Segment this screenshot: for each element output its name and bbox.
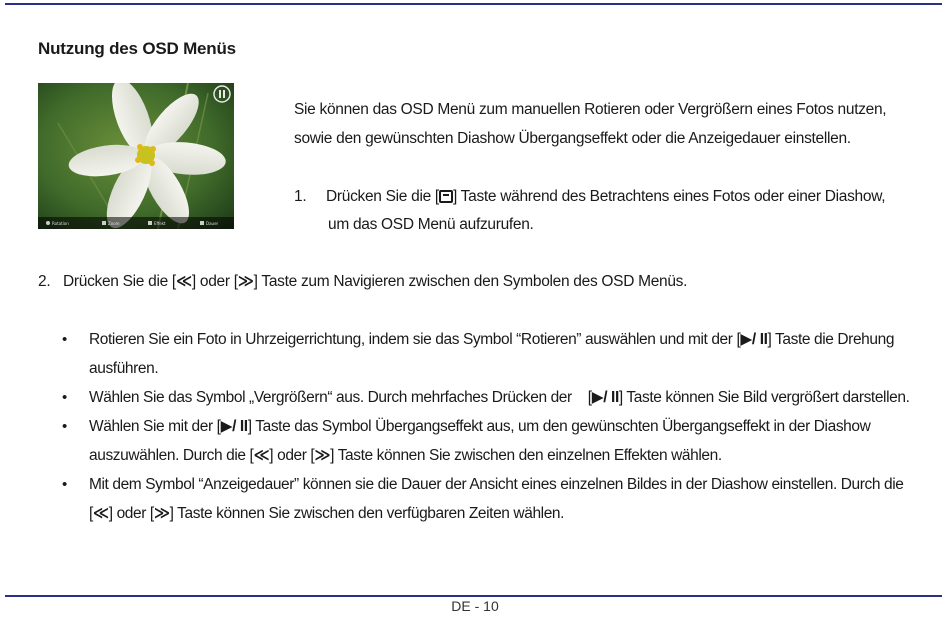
bullet-effect <box>62 412 932 470</box>
next-key-icon: ≫ <box>237 273 254 290</box>
osd-label-rotation: Rotation <box>52 221 69 226</box>
bullet-duration <box>62 470 932 528</box>
step-1-number: 1. <box>294 188 307 205</box>
bullet-effect-text-a: Wählen Sie mit der [ <box>89 418 221 435</box>
bullet-zoom-text-c: ] Taste können Sie Bild vergrößert darstellen. <box>618 389 910 406</box>
step-1-text-b: ] Taste während des Betrachtens eines Fotos oder einer Diashow, <box>452 188 886 205</box>
bullet-rotate-text-c: ausführen. <box>89 360 159 377</box>
effect-icon <box>148 221 152 225</box>
bullet-rotate <box>62 325 932 383</box>
intro-line-1: Sie können das OSD Menü zum manuellen Rotieren oder Vergrößern eines Fotos nutzen, <box>294 101 887 118</box>
step-2 <box>38 268 918 296</box>
step-2-number: 2. <box>38 273 51 290</box>
bullet-zoom <box>62 383 932 412</box>
bullet-list <box>62 325 932 528</box>
flower-photo <box>38 83 234 229</box>
bullet-duration-text-d: ] Taste können Sie zwischen den verfügbaren Zeiten wählen. <box>169 505 565 522</box>
zoom-icon <box>102 221 106 225</box>
step-2-text-a: Drücken Sie die [ <box>63 273 176 290</box>
step-2-text-b: ] oder [ <box>191 273 238 290</box>
osd-label-effect: Effekt <box>154 221 166 226</box>
bullet-duration-text-b: [ <box>89 505 93 522</box>
next-key-icon: ≫ <box>314 447 331 464</box>
top-rule <box>5 3 942 5</box>
osd-label-duration: Dauer <box>206 221 219 226</box>
bullet-effect-text-e: ] Taste können Sie zwischen den einzelnen Effekten wählen. <box>330 447 722 464</box>
bullet-rotate-text-a: Rotieren Sie ein Foto in Uhrzeigerrichtung, indem sie das Symbol “Rotieren” auswählen und mit der [ <box>89 331 741 348</box>
bullet-effect-text-d: ] oder [ <box>269 447 315 464</box>
step-2-text-c: ] Taste zum Navigieren zwischen den Symbolen des OSD Menüs. <box>253 273 688 290</box>
menu-key-icon <box>439 190 453 203</box>
step-1-text-a: Drücken Sie die [ <box>326 188 439 205</box>
play-pause-key-icon: ▶/ II <box>591 389 619 406</box>
bullet-duration-text-c: ] oder [ <box>108 505 154 522</box>
page-number: DE - 10 <box>451 598 499 614</box>
prev-key-icon: ≪ <box>175 273 192 290</box>
play-pause-key-icon: ▶/ II <box>740 331 768 348</box>
bullet-rotate-text-b: ] Taste die Drehung <box>767 331 895 348</box>
bullet-effect-text-c: auszuwählen. Durch die [ <box>89 447 254 464</box>
prev-key-icon: ≪ <box>253 447 270 464</box>
intro-line-2: sowie den gewünschten Diashow Übergangseffekt oder die Anzeigedauer einstellen. <box>294 130 851 147</box>
rotate-icon <box>46 221 50 225</box>
bullet-zoom-text-b: [ <box>587 389 592 406</box>
play-pause-key-icon: ▶/ II <box>220 418 248 435</box>
intro-paragraph <box>294 95 924 153</box>
next-key-icon: ≫ <box>153 505 170 522</box>
bullet-duration-text-a: Mit dem Symbol “Anzeigedauer” können sie die Dauer der Ansicht eines einzelnen Bildes in der Diashow einstellen. Durch die <box>89 476 904 493</box>
bullet-effect-text-b: ] Taste das Symbol Übergangseffekt aus, um den gewünschten Übergangseffekt in der Diashow <box>247 418 871 435</box>
step-1 <box>294 183 924 239</box>
step-1-text-c: um das OSD Menü aufzurufen. <box>328 216 534 233</box>
duration-icon <box>200 221 204 225</box>
page-title: Nutzung des OSD Menüs <box>38 39 236 58</box>
bottom-rule <box>5 595 942 597</box>
flower-image <box>38 83 234 229</box>
prev-key-icon: ≪ <box>92 505 109 522</box>
osd-label-zoom: Zoom <box>108 221 120 226</box>
bullet-zoom-text-a: Wählen Sie das Symbol „Vergrößern“ aus. Durch mehrfaches Drücken der <box>89 389 572 406</box>
